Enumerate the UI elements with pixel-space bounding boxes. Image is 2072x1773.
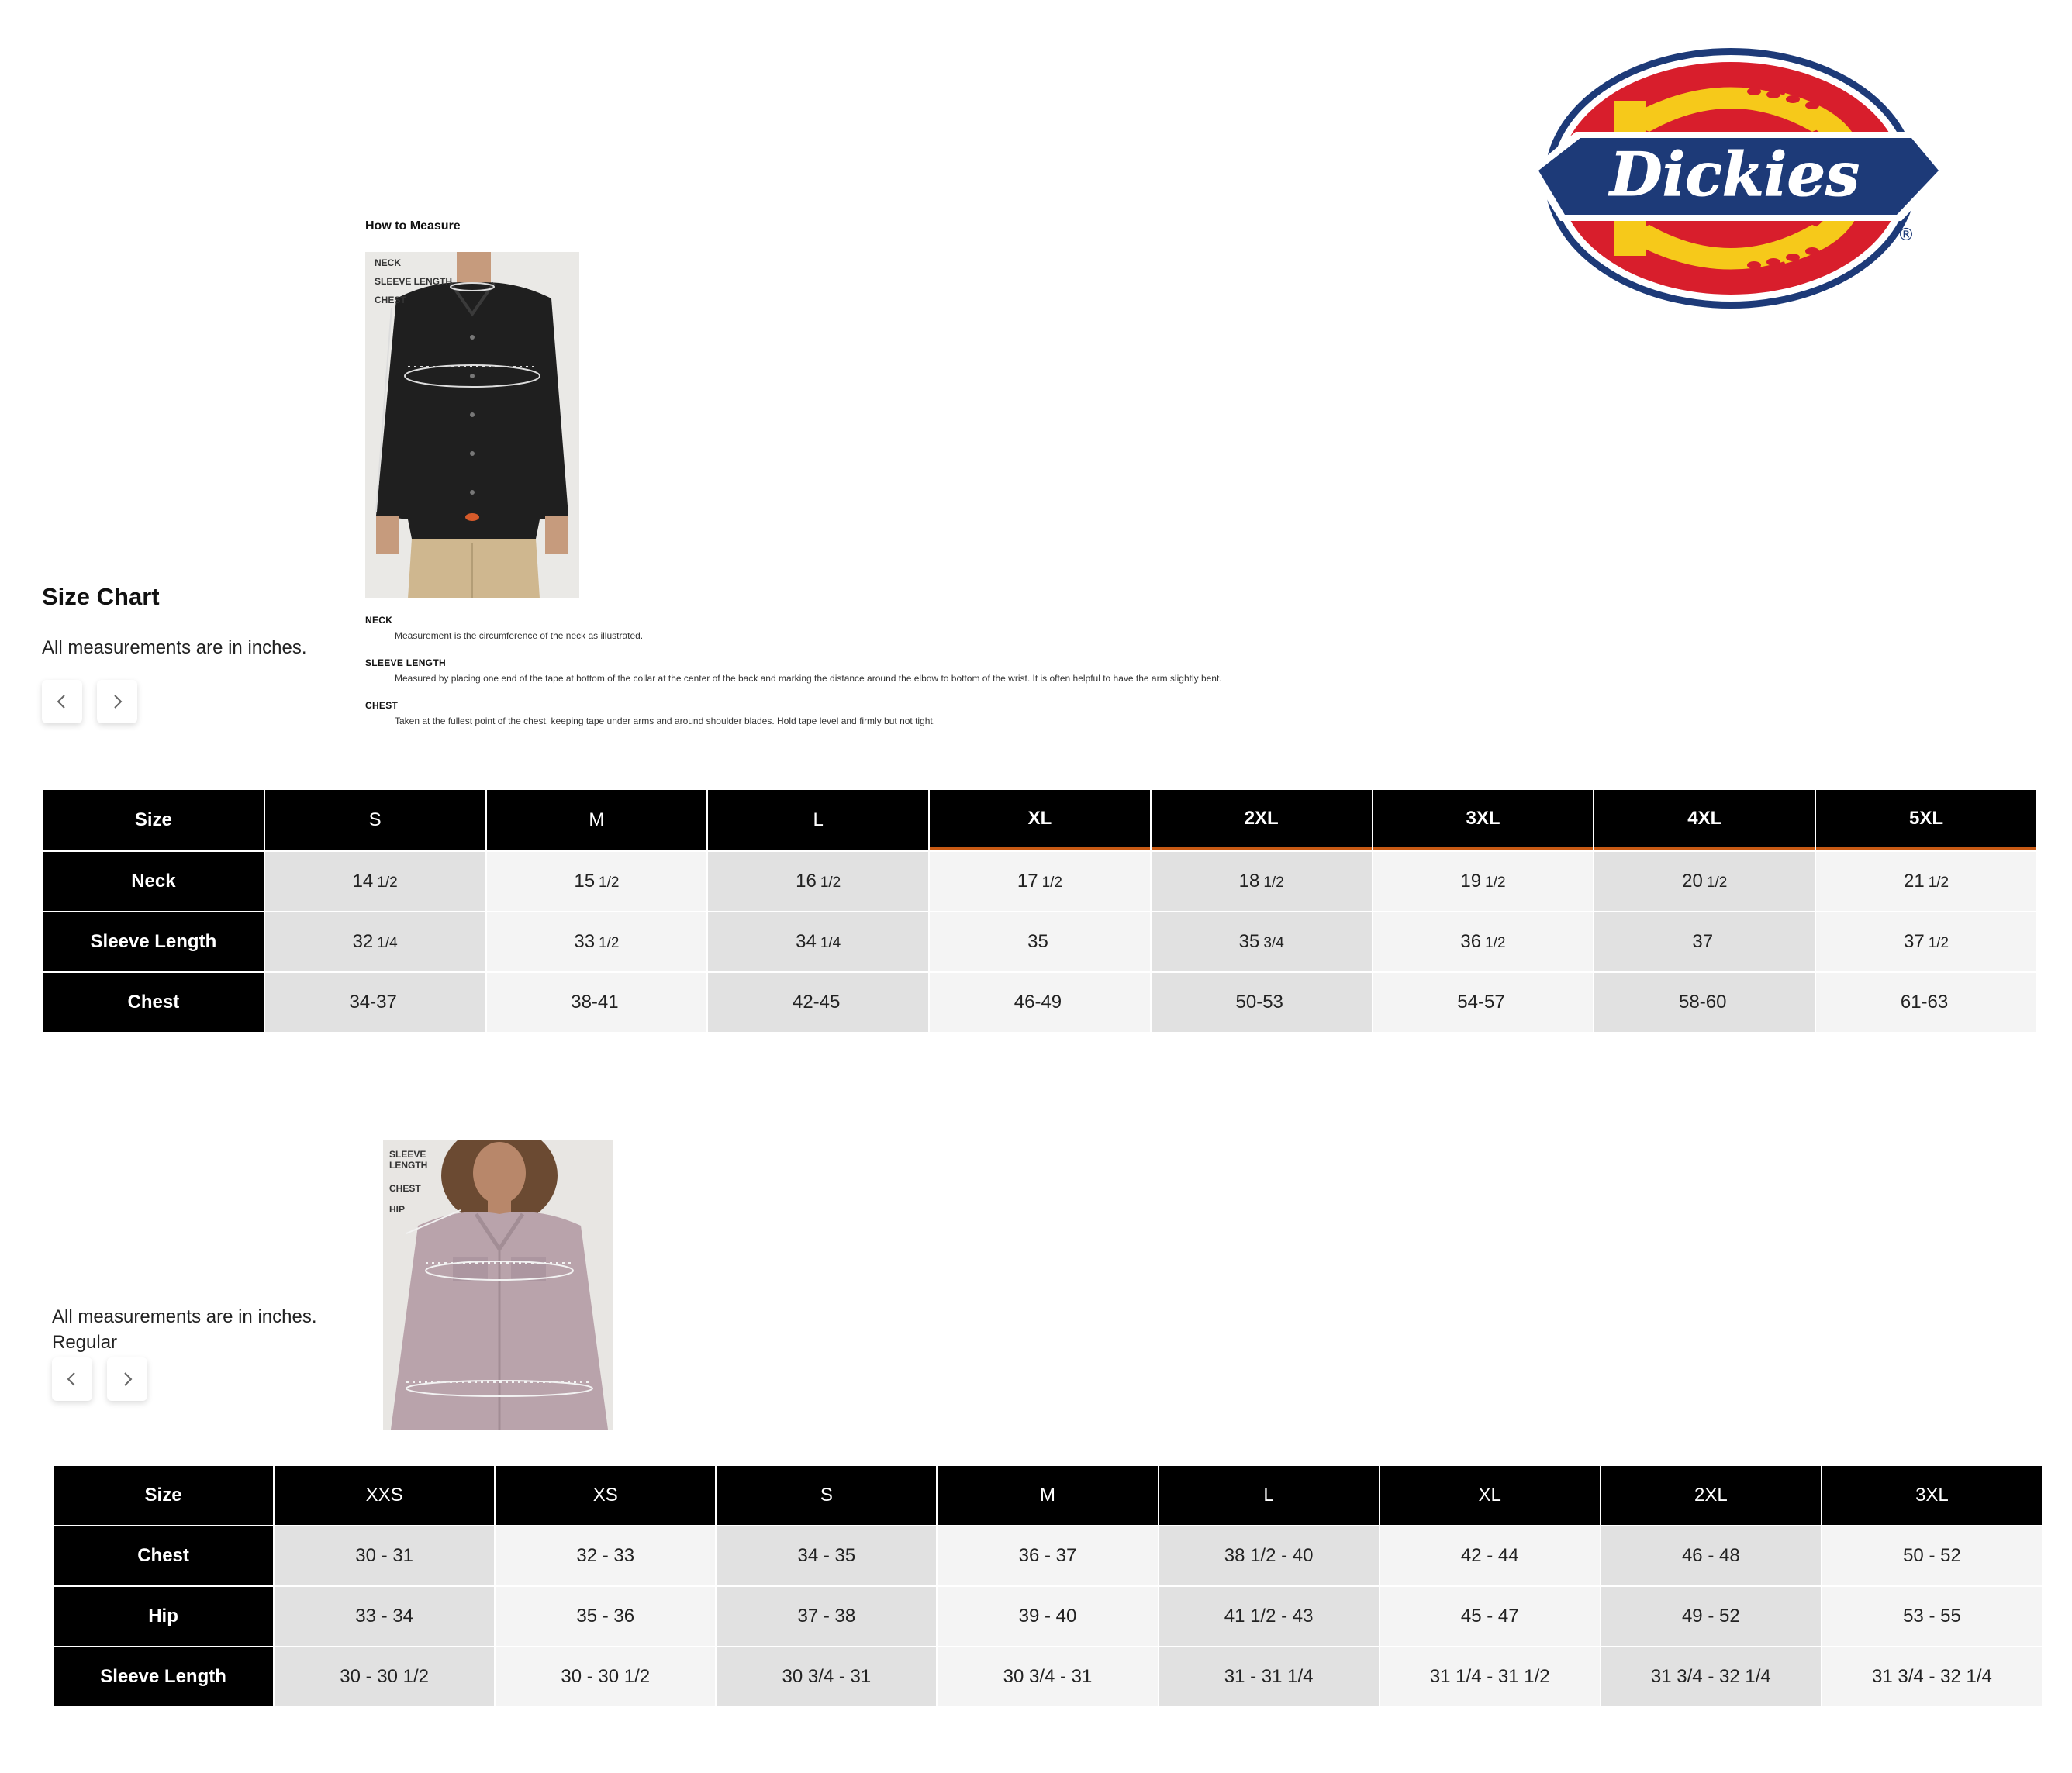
cell-whole: 14 (352, 871, 374, 892)
table-cell (1594, 912, 1815, 971)
table-cell (930, 912, 1150, 971)
table-cell: 38 1/2 - 40 (1159, 1526, 1379, 1585)
size-col-header: S (265, 790, 485, 850)
table-cell: 50 - 52 (1822, 1526, 2042, 1585)
table-cell: 30 - 31 (275, 1526, 494, 1585)
cell-fraction: 1/4 (820, 935, 841, 951)
table-cell (1152, 973, 1372, 1032)
chevron-right-icon (109, 693, 126, 710)
cell-whole: 20 (1682, 871, 1703, 892)
cell-whole: 16 (796, 871, 817, 892)
table-cell (265, 973, 485, 1032)
cell-whole: 54-57 (1457, 992, 1505, 1012)
cell-fraction: 1/2 (1706, 874, 1728, 891)
prev-button-2[interactable] (52, 1357, 92, 1401)
svg-text:®: ® (1898, 226, 1915, 245)
table-cell (708, 912, 928, 971)
table-cell (708, 852, 928, 911)
cell-whole: 34-37 (349, 992, 397, 1012)
table-cell: 30 - 30 1/2 (496, 1647, 715, 1706)
photo-label-chest: CHEST (389, 1183, 421, 1194)
cell-whole: 21 (1904, 871, 1925, 892)
cell-fraction: 1/2 (599, 935, 620, 951)
table-cell (487, 912, 707, 971)
cell-fraction: 1/2 (1041, 874, 1062, 891)
womens-size-table (52, 1464, 2043, 1708)
size-col-header: XL (1380, 1466, 1600, 1525)
table-cell: 49 - 52 (1601, 1587, 1821, 1646)
table-row (54, 1647, 2042, 1706)
cell-fraction: 1/2 (1928, 935, 1949, 951)
table-cell (930, 973, 1150, 1032)
table-row (54, 1526, 2042, 1585)
table-cell (1816, 912, 2036, 971)
table-cell: 30 3/4 - 31 (938, 1647, 1157, 1706)
size-col-header: M (487, 790, 707, 850)
chevron-left-icon (64, 1371, 81, 1388)
table-cell: 37 - 38 (717, 1587, 936, 1646)
size-col-header: L (1159, 1466, 1379, 1525)
table-header-row (43, 790, 2036, 850)
cell-fraction: 1/2 (599, 874, 620, 891)
cell-whole: 46-49 (1014, 992, 1062, 1012)
dickies-wordmark: Dickies (1610, 140, 1860, 210)
table-cell (1816, 852, 2036, 911)
dickies-logo (1498, 47, 1963, 310)
table-cell: 53 - 55 (1822, 1587, 2042, 1646)
table-cell: 30 3/4 - 31 (717, 1647, 936, 1706)
chest-label: CHEST (365, 700, 399, 711)
photo-label-sleeve: SLEEVE (389, 1149, 426, 1160)
measurements-note: All measurements are in inches. (42, 637, 307, 658)
cell-whole: 33 (574, 931, 596, 952)
table-cell (1152, 912, 1372, 971)
size-col-header: S (717, 1466, 936, 1525)
cell-whole: 38-41 (571, 992, 619, 1012)
cell-fraction: 1/2 (1485, 935, 1506, 951)
table-cell (265, 852, 485, 911)
table-row (43, 912, 2036, 971)
table-cell: 31 1/4 - 31 1/2 (1380, 1647, 1600, 1706)
table-cell: 34 - 35 (717, 1526, 936, 1585)
measurements-note-2: All measurements are in inches. (52, 1306, 317, 1327)
next-button[interactable] (97, 680, 137, 723)
row-header: Hip (54, 1587, 273, 1646)
table-cell: 46 - 48 (1601, 1526, 1821, 1585)
cell-fraction: 1/4 (377, 935, 398, 951)
cell-whole: 37 (1692, 931, 1714, 952)
size-col-header: XL (930, 790, 1150, 850)
table-cell: 39 - 40 (938, 1587, 1157, 1646)
cell-fraction: 3/4 (1263, 935, 1284, 951)
table-cell: 42 - 44 (1380, 1526, 1600, 1585)
cell-whole: 15 (574, 871, 596, 892)
cell-whole: 34 (796, 931, 817, 952)
table-cell (1816, 973, 2036, 1032)
neck-label: NECK (365, 615, 393, 626)
table-cell (1373, 852, 1594, 911)
womens-shirt-photo (383, 1140, 613, 1430)
table-cell (1152, 852, 1372, 911)
table-cell: 31 - 31 1/4 (1159, 1647, 1379, 1706)
chevron-right-icon (119, 1371, 136, 1388)
row-header: Sleeve Length (43, 912, 264, 971)
table-cell: 33 - 34 (275, 1587, 494, 1646)
chevron-left-icon (54, 693, 71, 710)
cell-fraction: 1/2 (1928, 874, 1949, 891)
chest-text: Taken at the fullest point of the chest, keeping tape under arms and around shoulder blades. Hold tape level and firmly but not tight. (395, 716, 936, 726)
photo-label-length: LENGTH (389, 1160, 428, 1171)
row-header: Chest (54, 1526, 273, 1585)
row-header: Neck (43, 852, 264, 911)
size-col-header: XXS (275, 1466, 494, 1525)
table-header-row (54, 1466, 2042, 1525)
row-header: Sleeve Length (54, 1647, 273, 1706)
table-cell (487, 973, 707, 1032)
table-cell: 36 - 37 (938, 1526, 1157, 1585)
table-cell (1594, 852, 1815, 911)
neck-text: Measurement is the circumference of the neck as illustrated. (395, 630, 644, 641)
size-col-header: 3XL (1822, 1466, 2042, 1525)
size-header: Size (54, 1466, 273, 1525)
size-col-header: L (708, 790, 928, 850)
cell-whole: 42-45 (792, 992, 841, 1012)
photo-label-chest: CHEST (375, 295, 406, 305)
cell-fraction: 1/2 (1263, 874, 1284, 891)
size-col-header: 2XL (1152, 790, 1372, 850)
size-col-header: 4XL (1594, 790, 1815, 850)
fit-label: Regular (52, 1332, 118, 1353)
row-header: Chest (43, 973, 264, 1032)
table-cell (930, 852, 1150, 911)
table-cell: 31 3/4 - 32 1/4 (1601, 1647, 1821, 1706)
cell-whole: 18 (1238, 871, 1260, 892)
table-cell (708, 973, 928, 1032)
cell-whole: 58-60 (1679, 992, 1727, 1012)
table-cell (265, 912, 485, 971)
table-row (54, 1587, 2042, 1646)
cell-whole: 19 (1460, 871, 1482, 892)
cell-fraction: 1/2 (1485, 874, 1506, 891)
size-col-header: M (938, 1466, 1157, 1525)
cell-whole: 36 (1460, 931, 1482, 952)
prev-button[interactable] (42, 680, 82, 723)
table-row (43, 973, 2036, 1032)
sleeve-length-label: SLEEVE LENGTH (365, 657, 446, 668)
table-cell (1373, 912, 1594, 971)
cell-whole: 35 (1238, 931, 1260, 952)
size-col-header: XS (496, 1466, 715, 1525)
size-chart-title: Size Chart (42, 583, 160, 610)
table-row (43, 852, 2036, 911)
table-cell: 31 3/4 - 32 1/4 (1822, 1647, 2042, 1706)
table-cell: 41 1/2 - 43 (1159, 1587, 1379, 1646)
size-col-header: 5XL (1816, 790, 2036, 850)
table-cell: 30 - 30 1/2 (275, 1647, 494, 1706)
table-cell (1594, 973, 1815, 1032)
cell-fraction: 1/2 (820, 874, 841, 891)
cell-whole: 50-53 (1235, 992, 1283, 1012)
cell-whole: 35 (1027, 931, 1048, 952)
cell-fraction: 1/2 (377, 874, 398, 891)
size-col-header: 2XL (1601, 1466, 1821, 1525)
cell-whole: 32 (352, 931, 374, 952)
sleeve-length-text: Measured by placing one end of the tape at bottom of the collar at the center of the back and marking the distance around the elbow to bottom of the wrist. It is often helpful to have the arm slightly bent. (395, 673, 1222, 684)
mens-size-table (42, 788, 2038, 1033)
table-cell: 35 - 36 (496, 1587, 715, 1646)
table-cell: 32 - 33 (496, 1526, 715, 1585)
table-cell (487, 852, 707, 911)
photo-label-hip: HIP (389, 1204, 406, 1215)
mens-shirt-photo (365, 252, 579, 598)
size-col-header: 3XL (1373, 790, 1594, 850)
photo-label-neck: NECK (375, 257, 402, 268)
cell-whole: 61-63 (1900, 992, 1949, 1012)
photo-label-sleeve-length: SLEEVE LENGTH (375, 276, 453, 287)
table-cell: 45 - 47 (1380, 1587, 1600, 1646)
how-to-measure-title: How to Measure (365, 219, 461, 233)
next-button-2[interactable] (107, 1357, 147, 1401)
size-header: Size (43, 790, 264, 850)
cell-whole: 37 (1904, 931, 1925, 952)
cell-whole: 17 (1017, 871, 1038, 892)
table-cell (1373, 973, 1594, 1032)
